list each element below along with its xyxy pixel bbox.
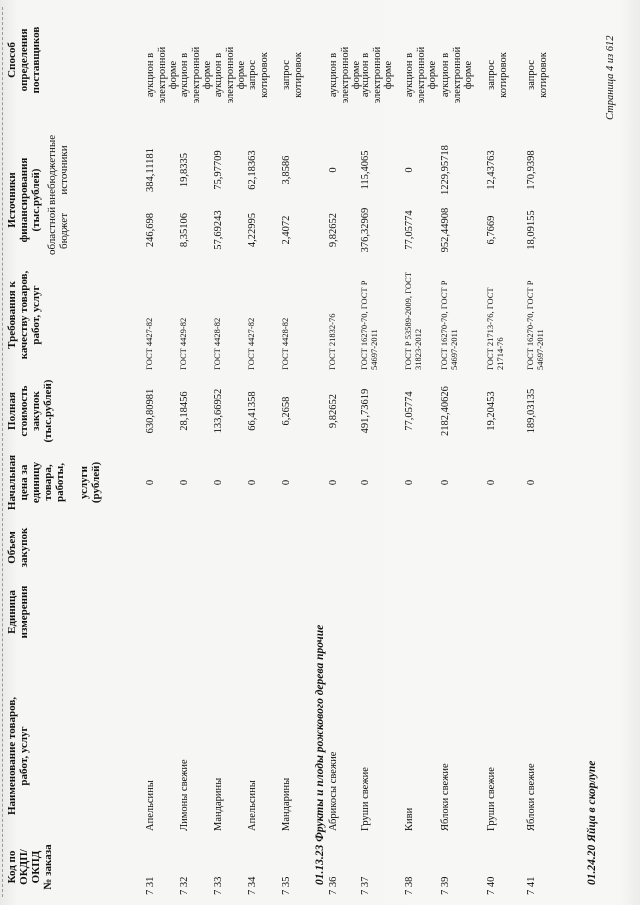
cell-name: Мандарины	[213, 777, 224, 831]
cell-req: ГОСТ 16270-70, ГОСТ Р 54697-2011	[439, 280, 459, 370]
cell-extra: 19,8335	[179, 152, 190, 188]
cell-price: 0	[328, 479, 339, 486]
cell-name: Груши свежие	[360, 767, 371, 831]
cell-regional: 4,22995	[247, 212, 258, 248]
cell-req: ГОСТ 4429-82	[178, 317, 188, 370]
cell-name: Абрикосы свежие	[328, 751, 339, 831]
cell-total: 77,05774	[404, 391, 415, 431]
cell-method: аукцион в электронной форме	[360, 46, 394, 104]
cell-total: 66,41358	[247, 391, 258, 431]
cell-regional: 77,05774	[404, 210, 415, 250]
cell-req: ГОСТ 4428-82	[212, 317, 222, 370]
cell-total: 19,20453	[486, 391, 497, 431]
cell-num: 7 31	[145, 876, 156, 895]
cell-num: 7 33	[213, 876, 224, 895]
cell-regional: 246,698	[145, 212, 156, 248]
cell-price: 0	[281, 479, 292, 486]
cell-num: 7 40	[486, 876, 497, 895]
cell-method: аукцион в электронной форме	[440, 46, 474, 104]
cell-total: 28,18456	[179, 391, 190, 431]
cell-name: Яблоки свежие	[526, 763, 537, 831]
cell-price: 0	[526, 479, 537, 486]
cell-extra: 3,8586	[281, 155, 292, 185]
header-sources: Источники финансирования (тыс.рублей)	[6, 157, 42, 243]
cell-regional: 6,7669	[486, 215, 497, 245]
cell-extra: 0	[328, 167, 339, 173]
cell-regional: 376,32969	[360, 207, 371, 253]
page-number: Страница 4 из 612	[605, 35, 616, 120]
cell-method: запрос котировок	[526, 52, 549, 98]
cell-num: 7 36	[328, 876, 339, 895]
cell-req: ГОСТ 4427-82	[246, 317, 256, 370]
cell-num: 7 38	[404, 876, 415, 895]
cell-regional: 952,44908	[440, 207, 451, 253]
cell-name: Апельсины	[247, 780, 258, 831]
cell-name: Лимоны свежие	[179, 759, 190, 831]
cell-method: аукцион в электронной форме	[404, 46, 438, 104]
cell-total: 2182,40626	[440, 386, 451, 436]
header-name: Наименование товаров, работ, услуг	[6, 696, 30, 816]
cell-name: Киви	[404, 807, 415, 831]
cell-regional: 8,35106	[179, 212, 190, 248]
cell-req: ГОСТ 16270-70, ГОСТ Р 54697-2011	[525, 280, 545, 370]
cell-method: аукцион в электронной форме	[213, 46, 247, 104]
cell-req: ГОСТ 21713-76, ГОСТ 21714-76	[485, 287, 505, 370]
header-rule	[2, 7, 3, 897]
cell-regional: 9,82652	[328, 212, 339, 248]
cell-method: запрос котировок	[486, 52, 509, 98]
cell-num: 7 39	[440, 876, 451, 895]
cell-price: 0	[440, 479, 451, 486]
cell-name: Апельсины	[145, 780, 156, 831]
cell-req: ГОСТ Р 53589-2009, ГОСТ 31823-2012	[403, 272, 423, 370]
cell-method: запрос котировок	[247, 52, 270, 98]
cell-total: 6,2658	[281, 396, 292, 426]
cell-name: Яблоки свежие	[440, 763, 451, 831]
cell-method: аукцион в электронной форме	[328, 46, 362, 104]
cell-price: 0	[404, 479, 415, 486]
cell-total: 133,66952	[213, 388, 224, 434]
cell-num: 7 41	[526, 876, 537, 895]
cell-req: ГОСТ 21832-76	[327, 313, 337, 370]
cell-extra: 384,11181	[145, 148, 156, 192]
cell-num: 7 34	[247, 876, 258, 895]
cell-req: ГОСТ 4428-82	[280, 317, 290, 370]
header-method: Способ определения поставщиков	[6, 26, 42, 94]
cell-num: 7 37	[360, 876, 371, 895]
header-regional: областной бюджет	[46, 206, 70, 255]
cell-price: 0	[145, 479, 156, 486]
cell-extra: 0	[404, 167, 415, 173]
cell-name: Мандарины	[281, 777, 292, 831]
cell-total: 491,73619	[360, 388, 371, 434]
cell-num: 7 32	[179, 876, 190, 895]
cell-extra: 1229,95718	[440, 145, 451, 195]
cell-extra: 12,43763	[486, 150, 497, 190]
header-extrabudget: внебюджетные источники	[46, 134, 70, 205]
header-requirements: Требования к качеству товаров, работ, услуг	[6, 270, 42, 360]
cell-name: Груши свежие	[486, 767, 497, 831]
cell-total: 630,80981	[145, 388, 156, 434]
header-unit-price: Начальная цена за единицу товара, работы, услуги (рублей)	[6, 454, 102, 511]
cell-regional: 57,69243	[213, 210, 224, 250]
cell-method: аукцион в электронной форме	[179, 46, 213, 104]
cell-total: 189,03135	[526, 388, 537, 434]
cell-regional: 2,4072	[281, 215, 292, 245]
cell-extra: 62,18363	[247, 150, 258, 190]
cell-price: 0	[486, 479, 497, 486]
header-total: Полная стоимость закупок (тыс.рублей)	[6, 379, 54, 443]
cell-price: 0	[360, 479, 371, 486]
cell-method: запрос котировок	[281, 52, 304, 98]
section-label: 01.13.23 Фрукты и плоды рожкового дерева прочие	[314, 624, 326, 885]
header-unit: Единица измерения	[6, 585, 30, 639]
section-label: 01.24.20 Яйца в скорлупе	[586, 760, 598, 885]
header-volume: Объем закупок	[6, 527, 30, 568]
cell-req: ГОСТ 4427-82	[144, 317, 154, 370]
header-code: Код по ОКДП/ ОКПД № заказа	[6, 844, 54, 890]
cell-extra: 75,97709	[213, 150, 224, 190]
cell-num: 7 35	[281, 876, 292, 895]
cell-total: 9,82652	[328, 393, 339, 429]
cell-method: аукцион в электронной форме	[145, 46, 179, 104]
cell-extra: 115,4065	[360, 150, 371, 190]
cell-req: ГОСТ 16270-70, ГОСТ Р 54697-2011	[359, 280, 379, 370]
cell-price: 0	[179, 479, 190, 486]
cell-price: 0	[213, 479, 224, 486]
cell-extra: 170,9398	[526, 150, 537, 190]
cell-regional: 18,09155	[526, 210, 537, 250]
cell-price: 0	[247, 479, 258, 486]
